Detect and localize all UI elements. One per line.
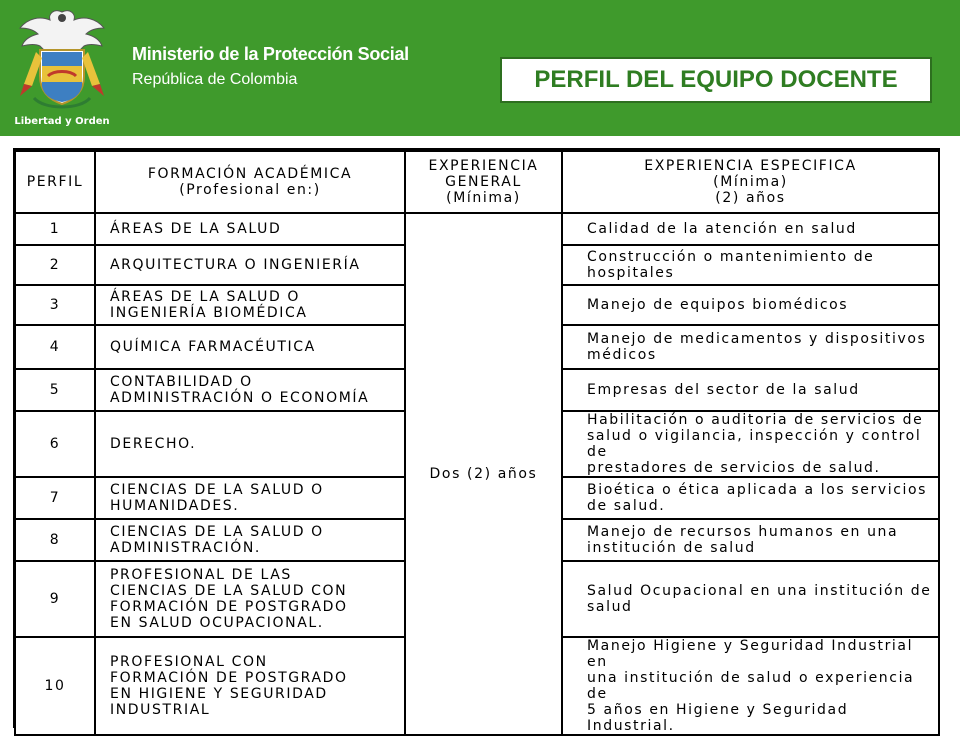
formacion-cell — [95, 285, 405, 325]
especifica-cell — [562, 245, 939, 285]
especifica-cell — [562, 561, 939, 637]
formacion-line: PROFESIONAL CON — [110, 654, 268, 670]
formacion-cell — [95, 245, 405, 285]
especifica-cell — [562, 637, 939, 735]
formacion-line: CONTABILIDAD O — [110, 374, 253, 390]
formacion-cell — [95, 325, 405, 369]
especifica-cell — [562, 477, 939, 519]
header-general-line: EXPERIENCIA — [428, 158, 539, 174]
especifica-cell — [562, 411, 939, 477]
formacion-cell — [95, 519, 405, 561]
header-general-line: (Mínima) — [446, 190, 521, 206]
formacion-line: ARQUITECTURA O INGENIERÍA — [110, 257, 361, 273]
formacion-line: HUMANIDADES. — [110, 498, 240, 514]
especifica-line: Calidad de la atención en salud — [587, 221, 857, 237]
formacion-cell — [95, 637, 405, 735]
formacion-line: ÁREAS DE LA SALUD — [110, 221, 282, 237]
formacion-cell — [95, 477, 405, 519]
formacion-line: ADMINISTRACIÓN. — [110, 540, 261, 556]
experiencia-general-value: Dos (2) años — [405, 213, 562, 735]
header-especifica-line: (Mínima) — [713, 174, 788, 190]
formacion-line: EN SALUD OCUPACIONAL. — [110, 615, 324, 631]
especifica-line: Salud Ocupacional en una institución de — [587, 583, 932, 599]
header-formacion — [95, 151, 405, 213]
formacion-line: INGENIERÍA BIOMÉDICA — [110, 305, 308, 321]
perfil-number: 3 — [15, 285, 95, 325]
formacion-line: QUÍMICA FARMACÉUTICA — [110, 339, 316, 355]
especifica-line: médicos — [587, 347, 657, 363]
especifica-line: salud — [587, 599, 633, 615]
ministry-subtitle: República de Colombia — [132, 71, 298, 88]
especifica-line: prestadores de servicios de salud. — [587, 460, 881, 476]
profile-table — [14, 150, 940, 736]
especifica-line: una institución de salud o experiencia de — [587, 670, 915, 702]
especifica-line: Construcción o mantenimiento de — [587, 249, 875, 265]
table-header-row — [15, 151, 939, 213]
especifica-line: Manejo Higiene y Seguridad Industrial en — [587, 638, 914, 670]
especifica-line: Habilitación o auditoria de servicios de — [587, 412, 924, 428]
header-formacion-line: FORMACIÓN ACADÉMICA — [147, 166, 353, 182]
formacion-cell — [95, 369, 405, 411]
perfil-number: 1 — [15, 213, 95, 245]
header-general-line: GENERAL — [445, 174, 522, 190]
colombia-coat-of-arms-icon — [14, 6, 110, 130]
formacion-line: DERECHO. — [110, 436, 197, 452]
formacion-line: INDUSTRIAL — [110, 702, 211, 718]
header-especifica-line: (2) años — [715, 190, 786, 206]
formacion-line: CIENCIAS DE LA SALUD CON — [110, 583, 348, 599]
perfil-number: 4 — [15, 325, 95, 369]
formacion-line: ADMINISTRACIÓN O ECONOMÍA — [110, 390, 370, 406]
especifica-line: Manejo de medicamentos y dispositivos — [587, 331, 927, 347]
especifica-cell — [562, 213, 939, 245]
perfil-number: 6 — [15, 411, 95, 477]
table-body — [15, 213, 939, 735]
formacion-line: ÁREAS DE LA SALUD O — [110, 289, 301, 305]
perfil-number: 7 — [15, 477, 95, 519]
especifica-cell — [562, 285, 939, 325]
especifica-line: 5 años en Higiene y Seguridad Industrial. — [587, 702, 849, 734]
header-perfil: PERFIL — [15, 151, 95, 213]
especifica-line: de salud. — [587, 498, 666, 514]
formacion-line: FORMACIÓN DE POSTGRADO — [110, 670, 348, 686]
header-formacion-line: (Profesional en:) — [179, 182, 321, 198]
header-experiencia-general — [405, 151, 562, 213]
header-especifica-line: EXPERIENCIA ESPECIFICA — [644, 158, 857, 174]
formacion-line: CIENCIAS DE LA SALUD O — [110, 524, 324, 540]
formacion-line: CIENCIAS DE LA SALUD O — [110, 482, 324, 498]
especifica-line: hospitales — [587, 265, 675, 281]
perfil-number: 9 — [15, 561, 95, 637]
especifica-cell — [562, 325, 939, 369]
slide-title: PERFIL DEL EQUIPO DOCENTE — [534, 66, 898, 93]
formacion-line: FORMACIÓN DE POSTGRADO — [110, 599, 348, 615]
perfil-number: 10 — [15, 637, 95, 735]
motto-text: Libertad y Orden — [14, 116, 110, 127]
header-banner — [0, 0, 960, 136]
especifica-cell — [562, 369, 939, 411]
ministry-title: Ministerio de la Protección Social — [132, 44, 409, 64]
especifica-line: salud o vigilancia, inspección y control de — [587, 428, 922, 460]
formacion-line: EN HIGIENE Y SEGURIDAD — [110, 686, 328, 702]
especifica-line: Manejo de equipos biomédicos — [587, 297, 849, 313]
formacion-cell — [95, 411, 405, 477]
formacion-cell — [95, 213, 405, 245]
especifica-line: Manejo de recursos humanos en una — [587, 524, 899, 540]
table-row — [15, 213, 939, 245]
especifica-line: Bioética o ética aplicada a los servicios — [587, 482, 928, 498]
perfil-number: 8 — [15, 519, 95, 561]
especifica-line: Empresas del sector de la salud — [587, 382, 860, 398]
header-experiencia-especifica — [562, 151, 939, 213]
especifica-line: institución de salud — [587, 540, 756, 556]
perfil-number: 5 — [15, 369, 95, 411]
formacion-cell — [95, 561, 405, 637]
especifica-cell — [562, 519, 939, 561]
formacion-line: PROFESIONAL DE LAS — [110, 567, 292, 583]
slide-title-box — [500, 57, 932, 103]
perfil-number: 2 — [15, 245, 95, 285]
